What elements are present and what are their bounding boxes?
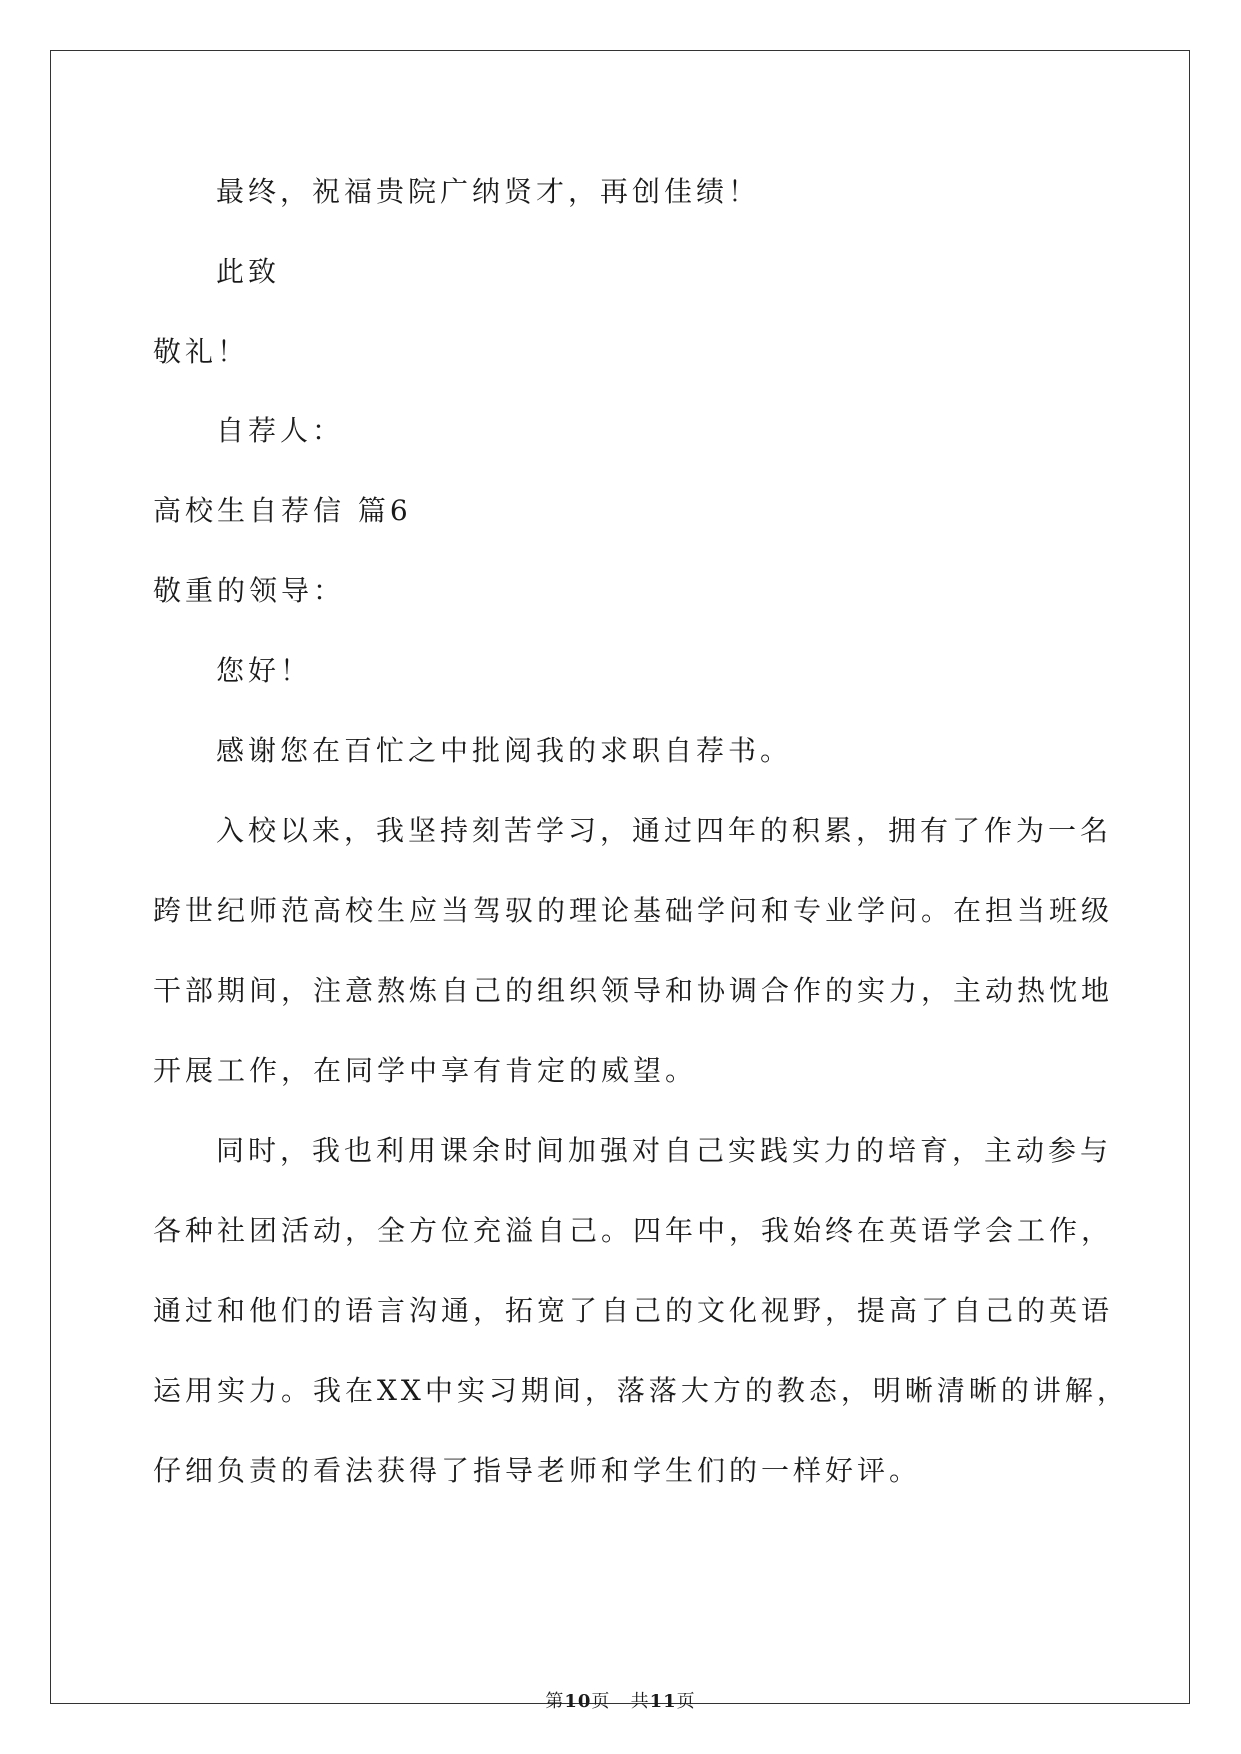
paragraph-line: 自荐人： [216, 414, 345, 447]
footer-prefix: 第 [545, 1691, 565, 1712]
paragraph-line: 通过和他们的语言沟通，拓宽了自己的文化视野，提高了自己的英语 [153, 1294, 1114, 1327]
paragraph-line: 您好！ [216, 654, 313, 687]
current-page-number: 10 [564, 1691, 592, 1712]
paragraph-line: 此致 [216, 255, 281, 288]
salutation: 敬重的领导： [153, 574, 346, 607]
footer-total-prefix: 共 [630, 1691, 650, 1712]
paragraph-line: 跨世纪师范高校生应当驾驭的理论基础学问和专业学问。在担当班级 [153, 894, 1114, 927]
paragraph-line: 敬礼！ [153, 335, 250, 368]
footer-total-suffix: 页 [676, 1691, 696, 1712]
paragraph-line: 仔细负责的看法获得了指导老师和学生们的一样好评。 [153, 1454, 922, 1487]
paragraph-line: 入校以来，我坚持刻苦学习，通过四年的积累，拥有了作为一名 [216, 814, 1113, 847]
page-footer [0, 1690, 1241, 1714]
paragraph-line: 干部期间，注意熬炼自己的组织领导和协调合作的实力，主动热忱地 [153, 974, 1114, 1007]
footer-page-word: 页 [591, 1691, 611, 1712]
paragraph-line: 同时，我也利用课余时间加强对自己实践实力的培育，主动参与 [216, 1134, 1113, 1167]
total-page-number: 11 [649, 1691, 677, 1712]
section-heading: 高校生自荐信 篇6 [153, 494, 412, 527]
paragraph-line: 各种社团活动，全方位充溢自己。四年中，我始终在英语学会工作， [153, 1214, 1114, 1247]
paragraph-line: 最终，祝福贵院广纳贤才，再创佳绩！ [216, 175, 761, 208]
paragraph-line: 运用实力。我在XX中实习期间，落落大方的教态，明晰清晰的讲解， [153, 1374, 1129, 1407]
paragraph-line: 开展工作，在同学中享有肯定的威望。 [153, 1054, 698, 1087]
paragraph-line: 感谢您在百忙之中批阅我的求职自荐书。 [216, 734, 793, 767]
